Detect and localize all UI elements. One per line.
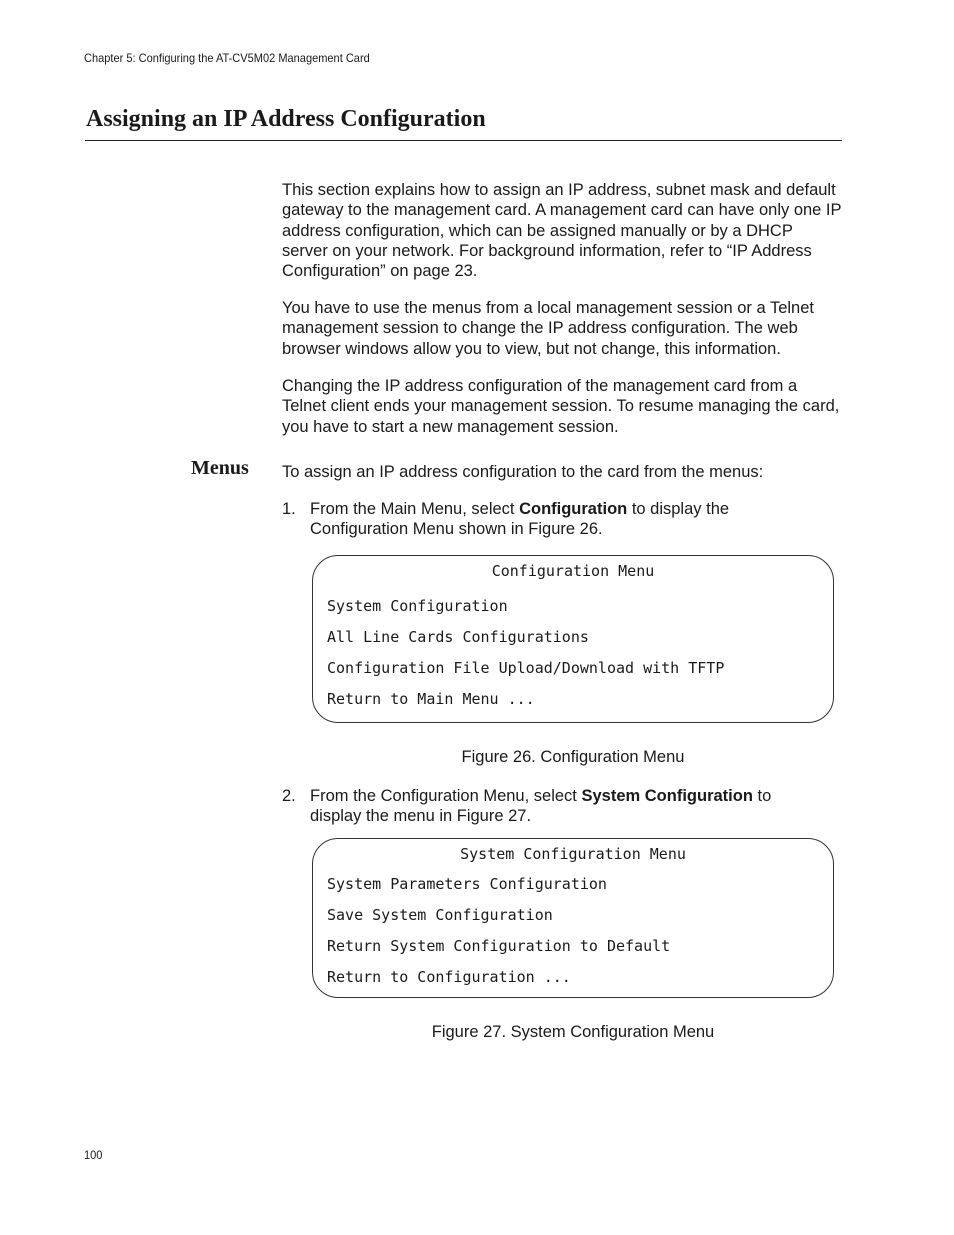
menu-item: Return to Configuration ... xyxy=(327,968,571,986)
configuration-menu-figure xyxy=(312,555,834,723)
title-rule xyxy=(85,140,842,141)
menu-item: Save System Configuration xyxy=(327,906,553,924)
step-bold-term: System Configuration xyxy=(581,787,753,805)
step-number: 2. xyxy=(282,787,296,805)
menu-item: Return to Main Menu ... xyxy=(327,690,535,708)
step-text-after: to display the Configuration Menu shown in Figure 26. xyxy=(310,500,730,539)
page-number: 100 xyxy=(84,1148,103,1162)
step-text xyxy=(310,786,810,827)
menus-intro-text: To assign an IP address configuration to the card from the menus: xyxy=(282,463,764,481)
intro-paragraph: This section explains how to assign an IP address, subnet mask and default gateway to the management card. A management card can have only one IP address configuration, which can be assigned manually or by a DHCP server on your network. For background information, refer to “IP Address Configuration” on page 23. xyxy=(282,181,842,281)
step-text xyxy=(310,499,810,540)
step-text-before: From the Main Menu, select xyxy=(310,500,520,518)
menu-title: Configuration Menu xyxy=(491,562,655,580)
menu-item: All Line Cards Configurations xyxy=(327,628,589,646)
menu-item: Configuration File Upload/Download with TFTP xyxy=(327,659,725,677)
running-header: Chapter 5: Configuring the AT-CV5M02 Management Card xyxy=(84,51,370,65)
system-configuration-menu-figure xyxy=(312,838,834,998)
menu-item: System Parameters Configuration xyxy=(327,875,607,893)
figure-26-caption: Figure 26. Configuration Menu xyxy=(461,748,685,766)
menus-telnet-paragraph: You have to use the menus from a local management session or a Telnet management session to change the IP address configuration. The web browser windows allow you to view, but not change, this information. xyxy=(282,299,814,358)
step-bold-term: Configuration xyxy=(519,500,628,518)
section-title: Assigning an IP Address Configuration xyxy=(86,106,486,132)
step-number: 1. xyxy=(282,500,296,518)
session-ends-paragraph: Changing the IP address configuration of the management card from a Telnet client ends your management session. To resume managing the card, you have to start a new management session. xyxy=(282,377,840,436)
menus-side-heading: Menus xyxy=(191,457,249,479)
step-text-before: From the Configuration Menu, select xyxy=(310,787,582,805)
figure-27-caption: Figure 27. System Configuration Menu xyxy=(431,1023,715,1041)
menu-title: System Configuration Menu xyxy=(460,845,686,863)
step-text-after: to display the menu in Figure 27. xyxy=(310,787,772,826)
menu-item: Return System Configuration to Default xyxy=(327,937,671,955)
menu-item: System Configuration xyxy=(327,597,508,615)
